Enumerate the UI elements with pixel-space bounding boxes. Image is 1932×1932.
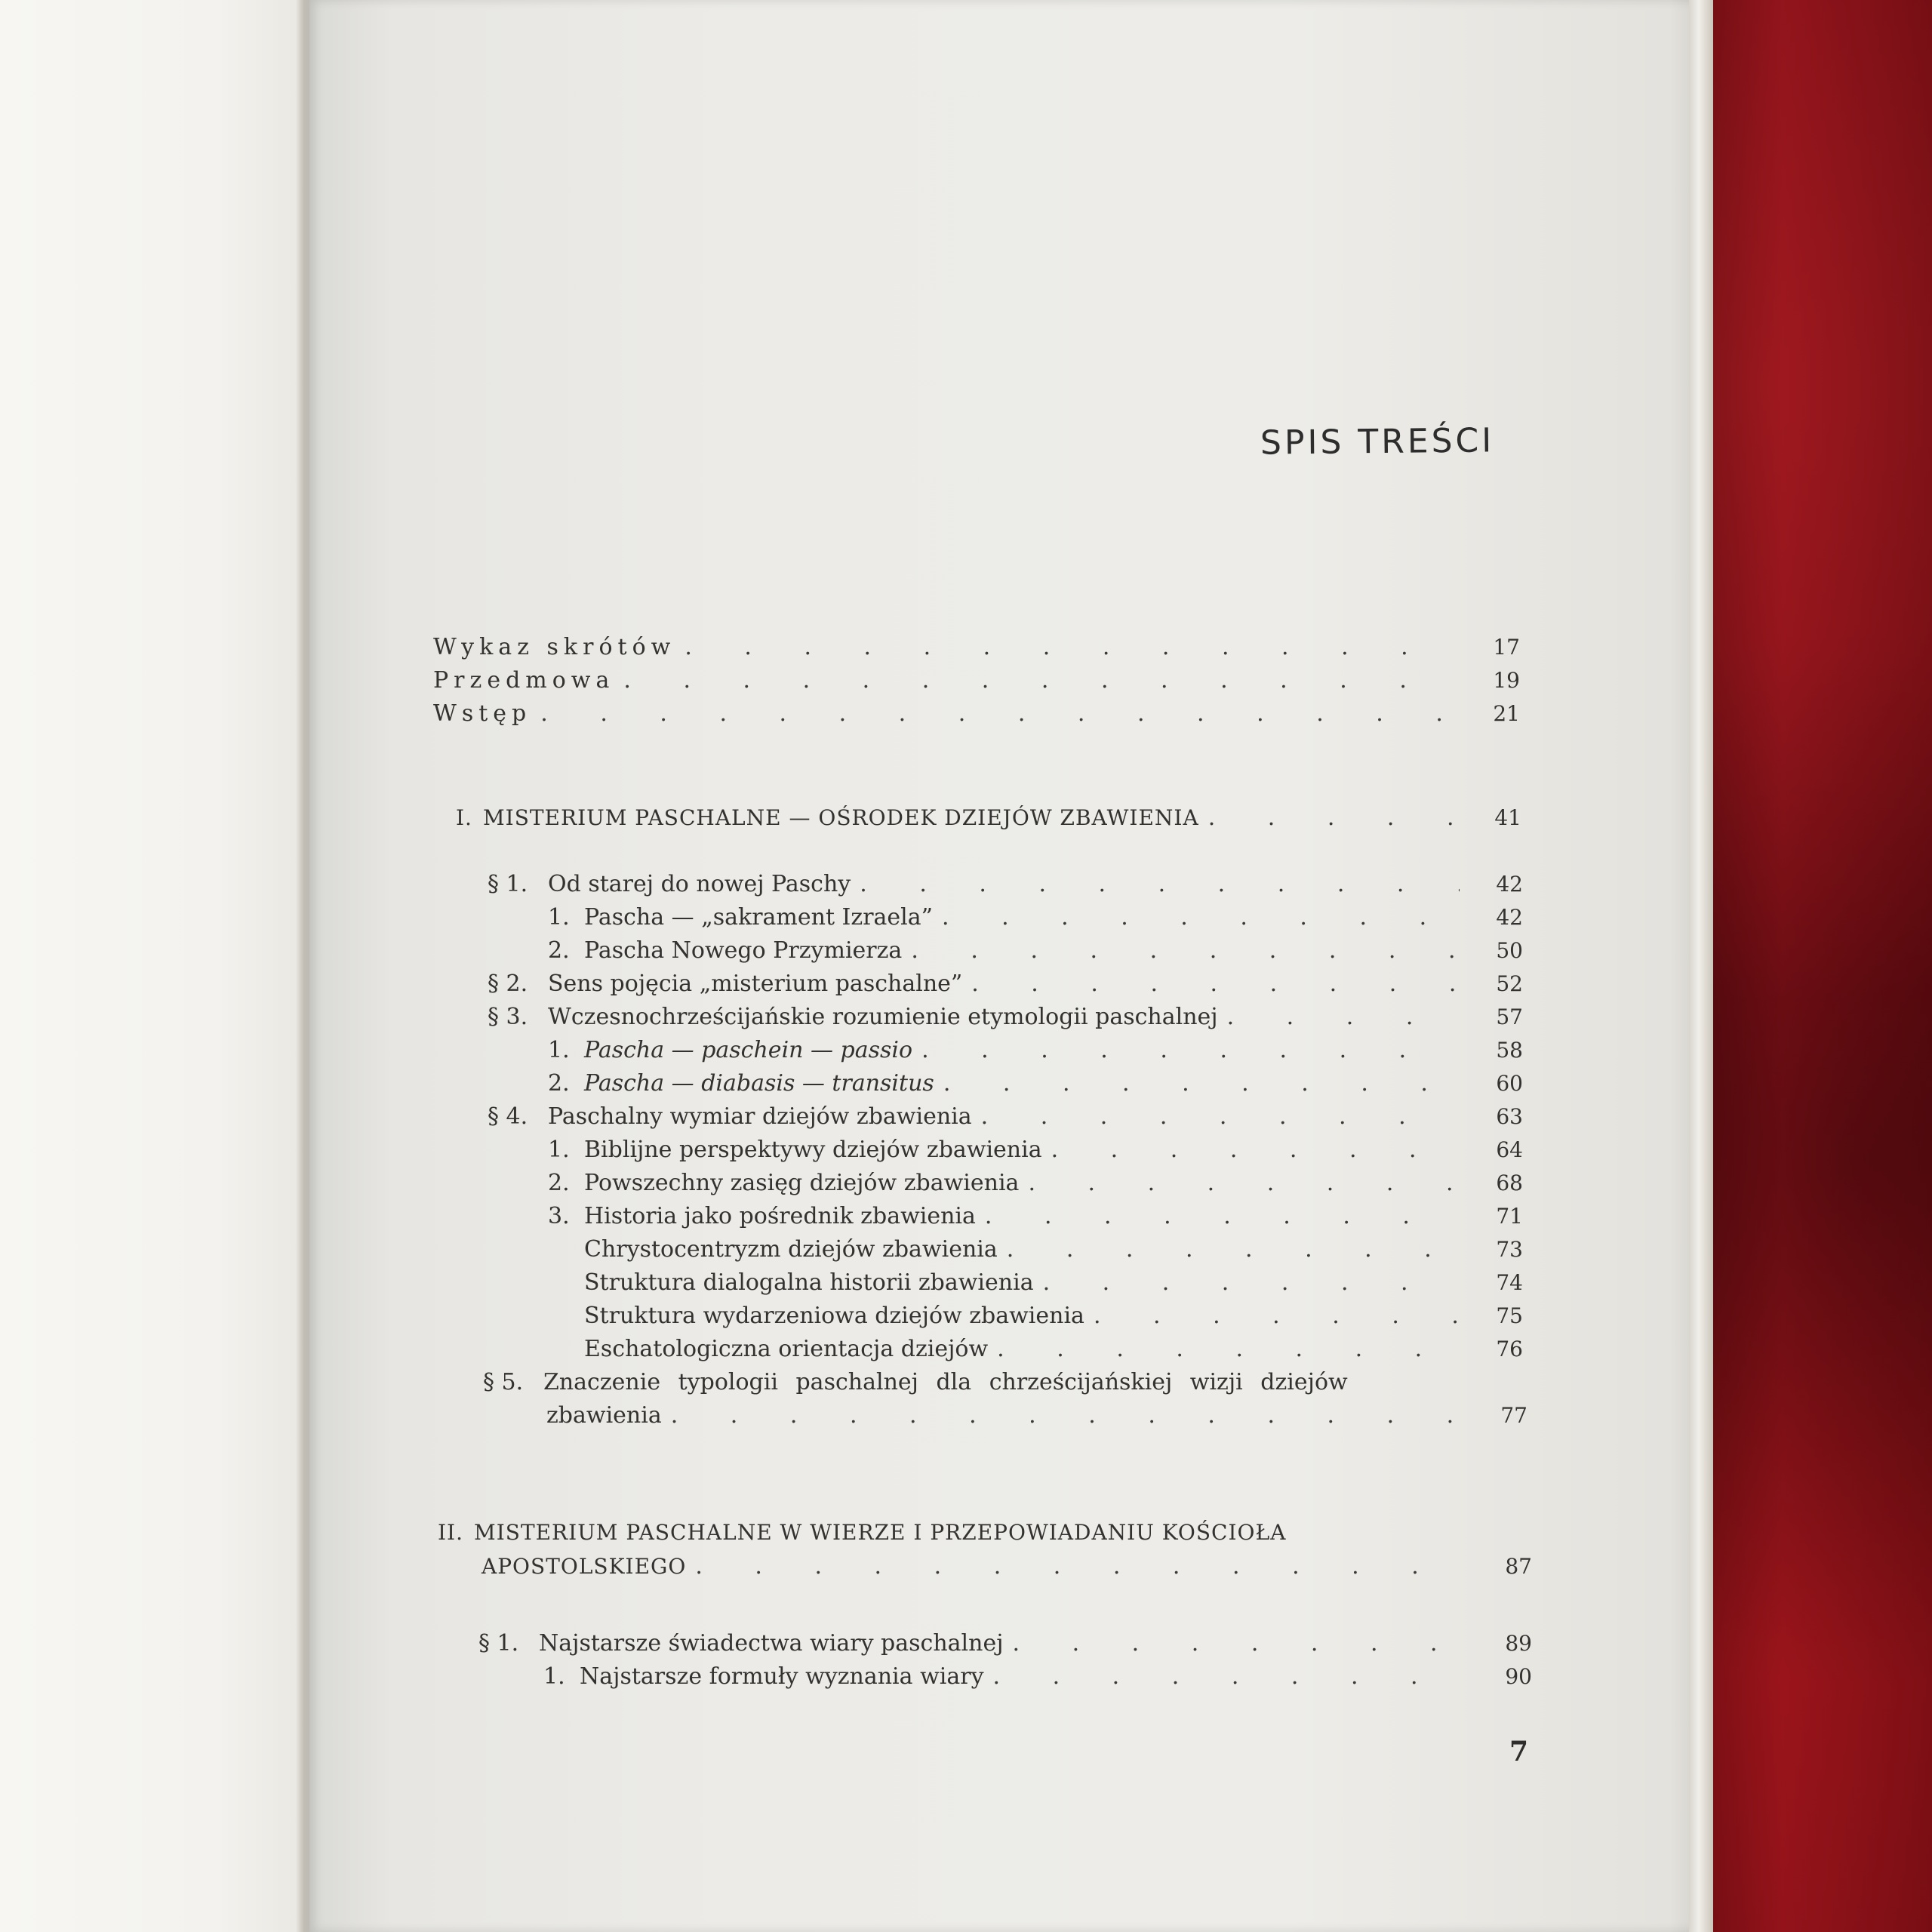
toc-page-number: 71 [1496, 1204, 1523, 1229]
toc-page-number: 52 [1496, 971, 1523, 996]
toc-page-number: 42 [1496, 872, 1523, 897]
toc-chapter-heading-continuation [481, 1553, 1532, 1580]
leader-dots [623, 667, 1457, 694]
toc-page-number: 41 [1494, 805, 1521, 830]
section-label: Sens pojęcia „misterium paschalne” [548, 971, 963, 997]
toc-page-number: 19 [1493, 668, 1520, 693]
chapter-title: MISTERIUM PASCHALNE W WIERZE I PRZEPOWIADANIU KOŚCIOŁA [474, 1520, 1287, 1545]
subsection-number: 1. [548, 1037, 570, 1063]
leader-dots [540, 700, 1457, 727]
chapter-title-continuation: APOSTOLSKIEGO [481, 1554, 687, 1579]
leader-dots [1043, 1269, 1460, 1296]
subsection-label: Pascha — „sakrament Izraela” [584, 904, 933, 931]
toc-page-number: 42 [1496, 905, 1523, 930]
toc-page-number: 90 [1505, 1664, 1532, 1689]
subsection-label: Eschatologiczna orientacja dziejów [584, 1336, 989, 1362]
leader-dots [943, 1070, 1460, 1097]
toc-page-number: 17 [1493, 635, 1520, 660]
toc-page-number: 63 [1496, 1104, 1523, 1129]
leader-dots [685, 634, 1457, 660]
toc-section-continuation [546, 1402, 1527, 1429]
leader-dots [993, 1663, 1469, 1690]
toc-page-number: 57 [1496, 1004, 1523, 1029]
subsection-label: Chrystocentryzm dziejów zbawienia [584, 1236, 998, 1263]
leader-dots [860, 871, 1460, 897]
section-number: § 4. [488, 1103, 528, 1130]
subsection-label: Historia jako pośrednik zbawienia [584, 1203, 976, 1229]
toc-page-number: 58 [1496, 1038, 1523, 1063]
leader-dots [971, 971, 1460, 997]
toc-page-number: 50 [1496, 938, 1523, 963]
section-number: § 1. [478, 1630, 519, 1657]
toc-subsection [548, 1170, 1523, 1196]
section-label-continuation: zbawienia [546, 1402, 662, 1429]
leader-dots [981, 1103, 1460, 1130]
toc-entry-front-matter [433, 667, 1520, 694]
page-title: SPIS TREŚCI [1260, 421, 1495, 463]
subsection-number: 2. [548, 1170, 570, 1196]
toc-page-number: 21 [1493, 701, 1520, 726]
toc-entry-label: Wstęp [433, 700, 532, 727]
leader-dots [1208, 804, 1458, 831]
chapter-number: II. [438, 1520, 464, 1545]
subsection-number: 1. [543, 1663, 565, 1690]
toc-subsection [543, 1663, 1532, 1690]
toc-page-number: 60 [1496, 1071, 1523, 1096]
leader-dots [1007, 1236, 1460, 1263]
toc-page-number: 89 [1505, 1631, 1532, 1656]
toc-subsection [584, 1303, 1523, 1329]
toc-page-number: 64 [1496, 1137, 1523, 1162]
toc-subsection [548, 937, 1523, 964]
leader-dots [1028, 1170, 1460, 1196]
section-label: Od starej do nowej Paschy [548, 871, 851, 897]
subsection-number: 2. [548, 937, 570, 964]
toc-subsection [584, 1236, 1523, 1263]
toc-subsection [548, 1037, 1523, 1063]
toc-section [488, 971, 1523, 997]
subsection-label: Pascha — paschein — passio [584, 1037, 913, 1063]
chapter-title: MISTERIUM PASCHALNE — OŚRODEK DZIEJÓW ZBAWIENIA [482, 805, 1199, 830]
toc-entry-front-matter [433, 700, 1520, 727]
subsection-label: Pascha — diabasis — transitus [584, 1070, 934, 1097]
toc-subsection [584, 1269, 1523, 1296]
leader-dots [1094, 1303, 1460, 1329]
page-folio-number: 7 [1509, 1736, 1529, 1767]
toc-section [488, 871, 1523, 897]
toc-subsection [584, 1336, 1523, 1362]
leader-dots [1051, 1137, 1460, 1163]
section-label: Wczesnochrześcijańskie rozumienie etymologii paschalnej [548, 1004, 1218, 1030]
subsection-number: 3. [548, 1203, 570, 1229]
toc-subsection [548, 1137, 1523, 1163]
chapter-number: I. [456, 805, 472, 830]
leader-dots [911, 937, 1460, 964]
leader-dots [985, 1203, 1460, 1229]
leader-dots [921, 1037, 1460, 1063]
leader-dots [695, 1553, 1469, 1580]
toc-chapter-heading [438, 1520, 1286, 1545]
section-label: Paschalny wymiar dziejów zbawienia [548, 1103, 972, 1130]
toc-subsection [548, 904, 1523, 931]
section-number: § 2. [488, 971, 528, 997]
toc-entry-label: Przedmowa [433, 667, 615, 694]
toc-entry-front-matter [433, 634, 1520, 660]
subsection-label: Struktura wydarzeniowa dziejów zbawienia [584, 1303, 1084, 1329]
toc-page-number: 74 [1496, 1270, 1523, 1295]
section-number: § 3. [488, 1004, 528, 1030]
section-number: § 1. [488, 871, 528, 897]
toc-page-number: 75 [1496, 1303, 1523, 1328]
toc-section [478, 1630, 1532, 1657]
toc-page-number: 77 [1500, 1403, 1527, 1428]
subsection-label: Biblijne perspektywy dziejów zbawienia [584, 1137, 1042, 1163]
section-label: Najstarsze świadectwa wiary paschalnej [539, 1630, 1004, 1657]
subsection-label: Struktura dialogalna historii zbawienia [584, 1269, 1034, 1296]
toc-section [488, 1004, 1523, 1030]
section-number: § 5. [483, 1369, 524, 1395]
toc-page-number: 68 [1496, 1171, 1523, 1195]
section-label: Znaczenie typologii paschalnej dla chrześcijańskiej wizji dziejów [543, 1369, 1348, 1395]
toc-subsection [548, 1203, 1523, 1229]
subsection-number: 1. [548, 1137, 570, 1163]
toc-page-number: 76 [1496, 1337, 1523, 1361]
toc-section [483, 1369, 1348, 1395]
toc-entry-label: Wykaz skrótów [433, 634, 676, 660]
leader-dots [1227, 1004, 1460, 1030]
toc-page-number: 87 [1505, 1554, 1532, 1579]
leader-dots [671, 1402, 1464, 1429]
subsection-label: Pascha Nowego Przymierza [584, 937, 903, 964]
leader-dots [997, 1336, 1460, 1362]
toc-chapter-heading [456, 804, 1521, 831]
subsection-number: 2. [548, 1070, 570, 1097]
subsection-label: Najstarsze formuły wyznania wiary [580, 1663, 984, 1690]
leader-dots [942, 904, 1460, 931]
toc-subsection [548, 1070, 1523, 1097]
leader-dots [1013, 1630, 1469, 1657]
subsection-number: 1. [548, 904, 570, 931]
subsection-label: Powszechny zasięg dziejów zbawienia [584, 1170, 1020, 1196]
toc-section [488, 1103, 1523, 1130]
toc-page-number: 73 [1496, 1237, 1523, 1262]
